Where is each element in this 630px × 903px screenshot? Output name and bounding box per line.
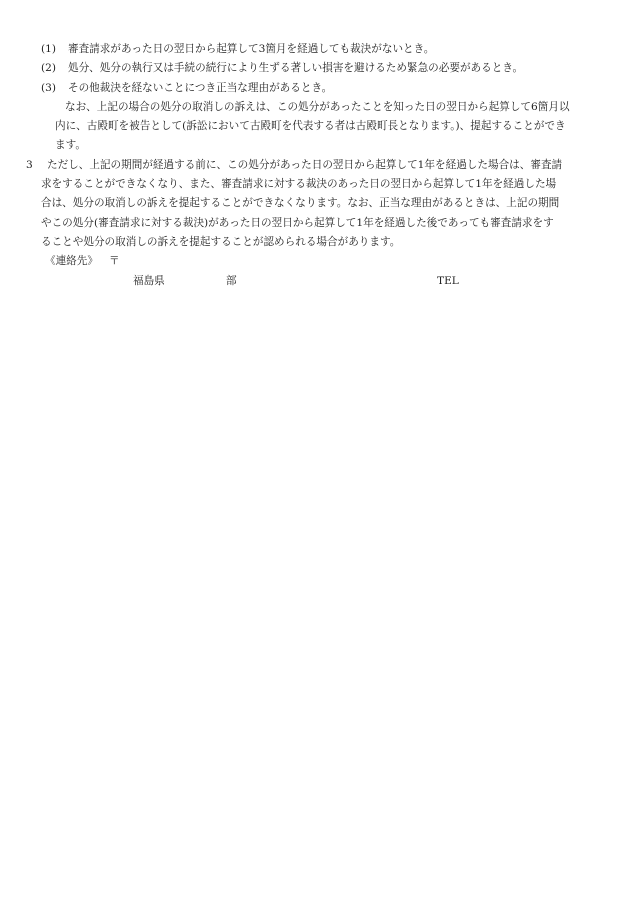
condition-number: (2) <box>41 62 57 75</box>
note-line: なお、上記の場合の処分の取消しの訴えは、この処分があったことを知った日の翌日から起算して6箇月以 <box>65 100 570 113</box>
section-line: 求をすることができなくなり、また、審査請求に対する裁決のあった日の翌日から起算して1年を経過した場 <box>41 178 557 191</box>
postal-mark: 〒 <box>109 255 120 268</box>
note-line: 内に、古殿町を被告として(訴訟において古殿町を代表する者は古殿町長となります。)、提起することができ <box>55 120 566 133</box>
condition-number: (3) <box>41 81 57 94</box>
condition-item-3 <box>0 79 600 98</box>
section-number: 3 <box>26 158 33 171</box>
condition-text: 審査請求があった日の翌日から起算して3箇月を経過しても裁決がないとき。 <box>68 43 435 55</box>
contact-row <box>0 252 630 271</box>
condition-text: その他裁決を経ないことにつき正当な理由があるとき。 <box>68 81 333 94</box>
contact-details-row <box>0 272 630 291</box>
department-label: 部 <box>226 274 237 287</box>
condition-text: 処分、処分の執行又は手続の続行により生ずる著しい損害を避けるため緊急の必要があるとき。 <box>68 62 524 75</box>
lawsuit-note-paragraph <box>55 98 607 156</box>
condition-number: (1) <box>41 43 57 55</box>
section-line: ることや処分の取消しの訴えを提起することが認められる場合があります。 <box>41 235 401 248</box>
section-line: 合は、処分の取消しの訴えを提起することができなくなります。なお、正当な理由があるときは、上記の期間 <box>41 197 560 210</box>
prefecture-label: 福島県 <box>133 274 165 287</box>
section-line: ただし、上記の期間が経過する前に、この処分があった日の翌日から起算して1年を経過した場合は、審査請 <box>47 158 563 171</box>
condition-item-1 <box>0 40 600 59</box>
note-line: ます。 <box>55 139 86 152</box>
document-body <box>0 40 630 291</box>
section-line: やこの処分(審査請求に対する裁決)があった日の翌日から起算して1年を経過した後であっても審査請求をす <box>41 216 554 229</box>
tel-label: TEL <box>437 274 459 287</box>
condition-item-2 <box>0 59 600 78</box>
contact-label: 《連絡先》 <box>45 255 98 268</box>
section-3-paragraph <box>26 156 607 252</box>
